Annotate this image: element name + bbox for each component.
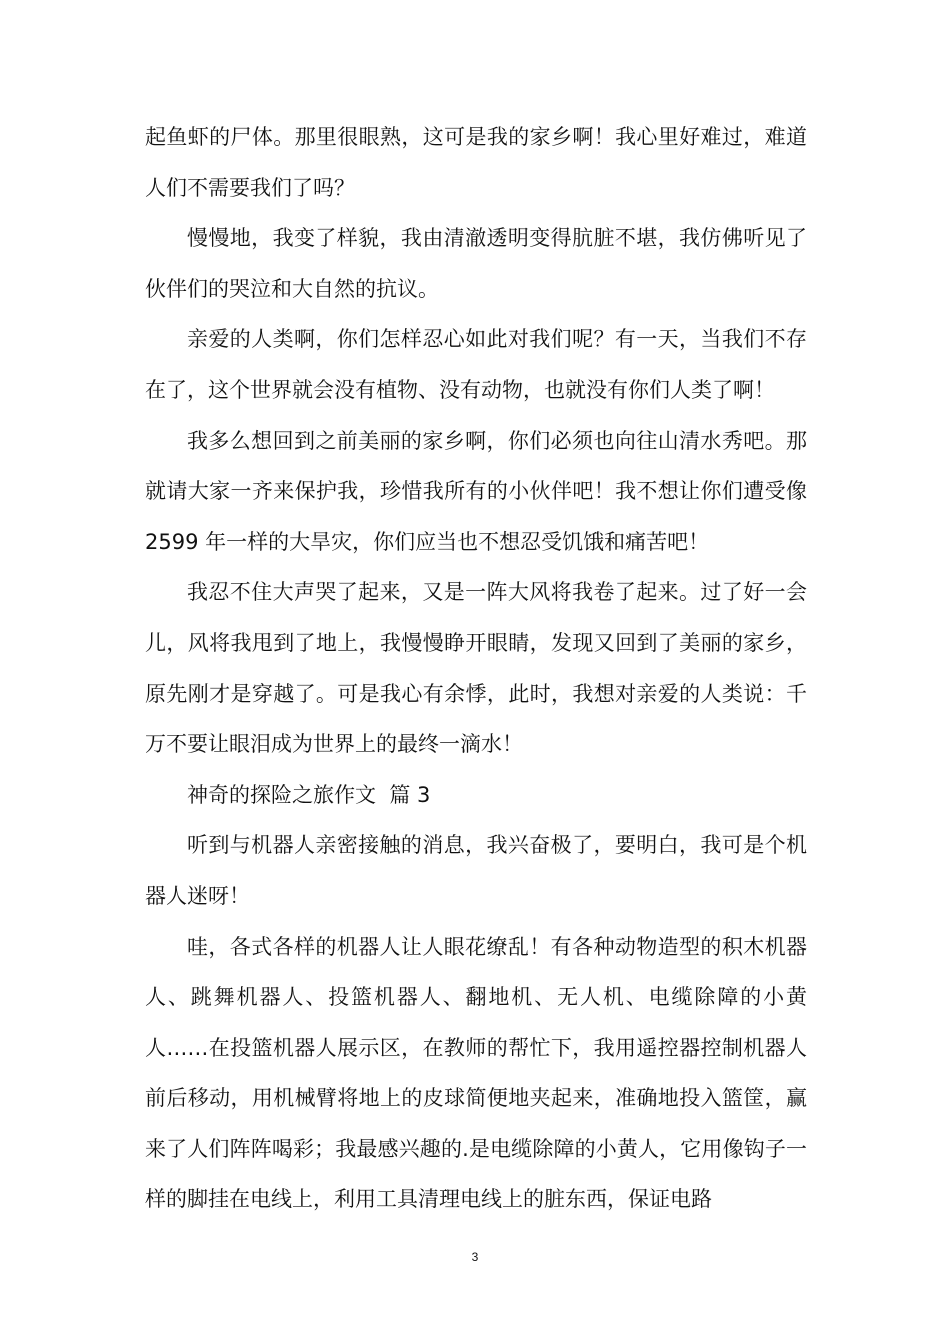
- paragraph-continuation: 起鱼虾的尸体。那里很眼熟，这可是我的家乡啊！我心里好难过，难道人们不需要我们了吗？: [145, 125, 807, 200]
- body-text: [145, 112, 807, 1225]
- section-heading: 神奇的探险之旅作文 篇 3: [187, 782, 431, 807]
- paragraph: 我多么想回到之前美丽的家乡啊，你们必须也向往山清水秀吧。那就请大家一齐来保护我，珍惜我所有的小伙伴吧！我不想让你们遭受像 2599 年一样的大旱灾，你们应当也不想忍受饥饿和痛苦吧！: [145, 428, 807, 554]
- paragraph: 亲爱的人类啊，你们怎样忍心如此对我们呢？有一天，当我们不存在了，这个世界就会没有植物、没有动物，也就没有你们人类了啊！: [145, 327, 807, 402]
- paragraph: 听到与机器人亲密接触的消息，我兴奋极了，要明白，我可是个机器人迷呀！: [145, 833, 807, 908]
- page-number: 3: [471, 1250, 479, 1264]
- paragraph: 哇，各式各样的机器人让人眼花缭乱！有各种动物造型的积木机器人、跳舞机器人、投篮机器人、翻地机、无人机、电缆除障的小黄人……在投篮机器人展示区，在教师的帮忙下，我用遥控器控制机器人前后移动，用机械臂将地上的皮球简便地夹起来，准确地投入篮筐，赢来了人们阵阵喝彩；我最感兴趣的.是电缆除障的小黄人，它用像钩子一样的脚挂在电线上，利用工具清理电线上的脏东西，保证电路: [145, 934, 807, 1212]
- paragraph: 我忍不住大声哭了起来，又是一阵大风将我卷了起来。过了好一会儿，风将我甩到了地上，我慢慢睁开眼睛，发现又回到了美丽的家乡，原先刚才是穿越了。可是我心有余悸，此时，我想对亲爱的人类说：千万不要让眼泪成为世界上的最终一滴水！: [145, 580, 807, 757]
- paragraph: 慢慢地，我变了样貌，我由清澈透明变得肮脏不堪，我仿佛听见了伙伴们的哭泣和大自然的抗议。: [145, 226, 807, 301]
